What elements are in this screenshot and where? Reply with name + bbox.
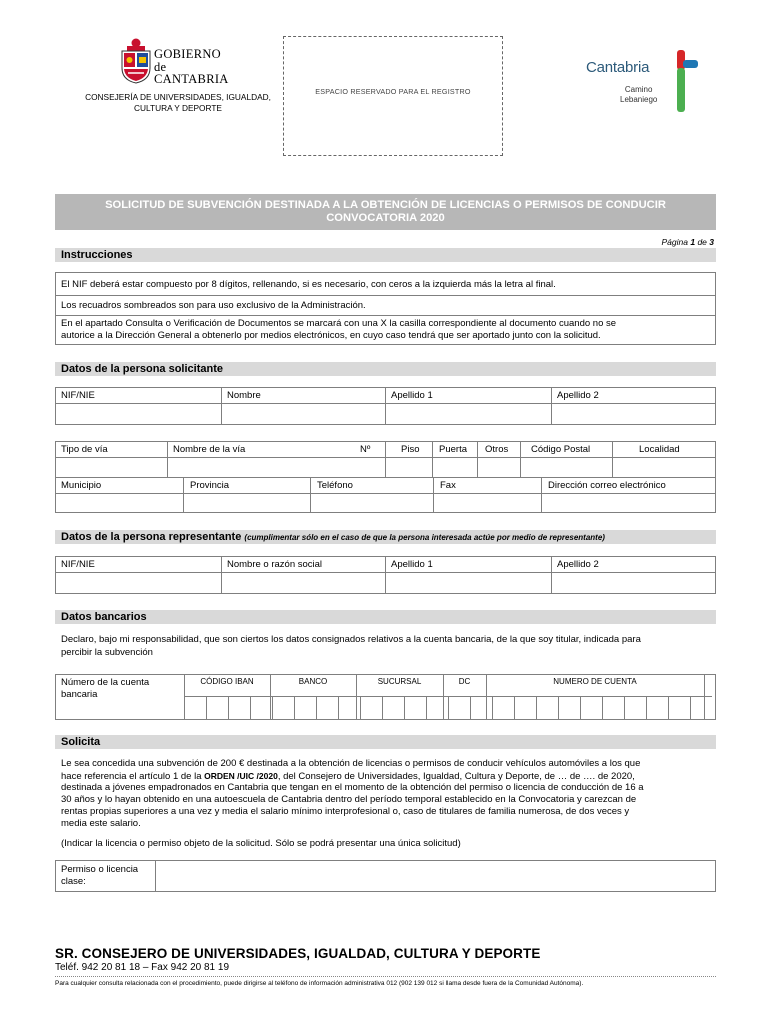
telefono-label: Teléfono [317, 480, 353, 491]
divider [55, 477, 716, 478]
piso-label: Piso [401, 444, 420, 455]
instruccion-1: El NIF deberá estar compuesto por 8 dígitos, rellenando, si es necesario, con ceros a la izquierda más la letra al final. [61, 279, 556, 290]
title-line-1: SOLICITUD DE SUBVENCIÓN DESTINADA A LA OBTENCIÓN DE LICENCIAS O PERMISOS DE CONDUCIR [105, 199, 666, 211]
dc-label: DC [458, 677, 471, 686]
solicitante-heading: Datos de la persona solicitante [61, 363, 223, 375]
page-total: 3 [709, 237, 714, 247]
digit-cell-divider [492, 696, 493, 720]
instrucciones-heading: Instrucciones [61, 249, 133, 261]
orden-ref: ORDEN /UIC /2020 [204, 771, 278, 781]
digit-cell-divider [426, 696, 427, 720]
page-mid: de [695, 237, 710, 247]
puerta-input[interactable] [433, 458, 476, 476]
section-instrucciones [55, 248, 716, 262]
permiso-label-2: clase: [61, 876, 86, 887]
apellido2-input[interactable] [552, 404, 715, 424]
digit-cell-divider [470, 696, 471, 720]
piso-input[interactable] [386, 458, 431, 476]
tipo-via-label: Tipo de vía [61, 444, 108, 455]
rep-apellido2-label: Apellido 2 [557, 559, 599, 570]
otros-input[interactable] [478, 458, 519, 476]
cp-label: Código Postal [531, 444, 591, 455]
digit-cell-divider [580, 696, 581, 720]
nombre-label: Nombre [227, 390, 261, 401]
gov-line-3: CANTABRIA [154, 72, 229, 86]
digit-cell-divider [536, 696, 537, 720]
footer-title: SR. CONSEJERO DE UNIVERSIDADES, IGUALDAD, CULTURA Y DEPORTE [55, 946, 541, 961]
apellido1-label: Apellido 1 [391, 390, 433, 401]
numero-cuenta-label-1: Número de la cuenta [61, 677, 150, 688]
municipio-input[interactable] [56, 494, 182, 512]
gobierno-cantabria-logo [78, 36, 278, 116]
solicita-p6: media este salario. [61, 818, 141, 829]
gobierno-text [154, 48, 229, 86]
numero-label: Nº [360, 444, 371, 455]
rep-apellido1-input[interactable] [386, 573, 550, 593]
registry-box [283, 36, 503, 156]
digit-cell-divider [360, 696, 361, 720]
digit-cell-divider [514, 696, 515, 720]
section-solicitante [55, 362, 716, 376]
municipio-label: Municipio [61, 480, 102, 491]
digit-cell-divider [602, 696, 603, 720]
cuenta-label: NUMERO DE CUENTA [553, 677, 637, 686]
apellido1-input[interactable] [386, 404, 550, 424]
digit-cell-divider [272, 696, 273, 720]
gov-line-1: GOBIERNO [154, 47, 221, 61]
digit-cell-divider [624, 696, 625, 720]
rep-nombre-input[interactable] [222, 573, 384, 593]
registry-label: ESPACIO RESERVADO PARA EL REGISTRO [315, 87, 471, 96]
brand-subtitle [620, 85, 657, 104]
tipo-via-input[interactable] [56, 458, 166, 476]
iban-label: CÓDIGO IBAN [200, 677, 254, 686]
digit-cell-divider [250, 696, 251, 720]
footer-divider [55, 976, 716, 977]
representante-note: (cumplimentar sólo en el caso de que la persona interesada actúe por medio de representante) [244, 533, 605, 542]
brand-word: Cantabria [586, 59, 650, 76]
numero-cuenta-label-2: bancaria [61, 689, 98, 700]
declaro-line-1: Declaro, bajo mi responsabilidad, que son ciertos los datos consignados relativos a la cuenta bancaria, de la que soy titular, indicada para [61, 634, 641, 645]
digit-cell-divider [294, 696, 295, 720]
cantabria-camino-lebaniego-logo [584, 50, 700, 112]
digit-cell-divider [228, 696, 229, 720]
representante-heading: Datos de la persona representante [61, 531, 242, 543]
iban-digit-cells[interactable] [184, 696, 712, 720]
section-bancarios [55, 610, 716, 624]
gov-line-2: de [154, 59, 167, 74]
digit-cell-divider [690, 696, 691, 720]
brand-sub-2: Lebaniego [620, 94, 658, 104]
solicita-heading: Solicita [61, 736, 101, 748]
instruccion-3b: autorice a la Dirección General a obtenerlo por medios electrónicos, en cuyo caso tendrá que ser aportado junto con la solicitud. [61, 330, 601, 341]
nif-input[interactable] [56, 404, 220, 424]
rep-apellido2-input[interactable] [552, 573, 715, 593]
provincia-label: Provincia [190, 480, 230, 491]
rep-nif-label: NIF/NIE [61, 559, 95, 570]
solicita-p2c: , del Consejero de Universidades, Igualdad, Cultura y Deporte, de … de …. de 2020, [277, 771, 635, 782]
page-pre: Página [661, 237, 691, 247]
permiso-label-1: Permiso o licencia [61, 864, 139, 875]
footer-note: Para cualquier consulta relacionada con el procedimiento, puede dirigirse al teléfono de información administrativa 012 (902 139 012 si llama desde fuera de la Comunidad Autónoma). [55, 980, 584, 987]
localidad-input[interactable] [613, 458, 715, 476]
consejeria-line-1: CONSEJERÍA DE UNIVERSIDADES, IGUALDAD, [85, 92, 271, 102]
fax-label: Fax [440, 480, 456, 491]
digit-cell-divider [206, 696, 207, 720]
banco-label: BANCO [298, 677, 328, 686]
apellido2-label: Apellido 2 [557, 390, 599, 401]
otros-label: Otros [485, 444, 509, 455]
coat-of-arms-icon [120, 38, 152, 84]
footer-telephone: Teléf. 942 20 81 18 – Fax 942 20 81 19 [55, 962, 230, 973]
email-input[interactable] [542, 494, 715, 512]
section-solicita [55, 735, 716, 749]
fax-input[interactable] [434, 494, 540, 512]
digit-cell-divider [382, 696, 383, 720]
consejeria-label [78, 92, 278, 114]
digit-cell-divider [448, 696, 449, 720]
rep-nif-input[interactable] [56, 573, 220, 593]
cp-input[interactable] [521, 458, 611, 476]
rep-nombre-label: Nombre o razón social [227, 559, 323, 570]
solicita-indicar: (Indicar la licencia o permiso objeto de la solicitud. Sólo se podrá presentar una única solicitud) [61, 838, 461, 849]
email-label: Dirección correo electrónico [548, 480, 666, 491]
digit-cell-divider [316, 696, 317, 720]
form-title [55, 194, 716, 230]
page-number [560, 237, 714, 247]
permiso-input[interactable] [156, 861, 715, 891]
declaro-line-2: percibir la subvención [61, 647, 153, 658]
solicita-p4: 30 años y lo hayan obtenido en una autoescuela de Cantabria dentro del período temporal establecido en la Convocatoria y carezcan de [61, 794, 637, 805]
section-representante [55, 530, 716, 544]
consejeria-line-2: CULTURA Y DEPORTE [134, 103, 222, 113]
iban-grid [184, 674, 712, 720]
telefono-input[interactable] [311, 494, 432, 512]
localidad-label: Localidad [639, 444, 680, 455]
digit-cell-divider [338, 696, 339, 720]
solicita-p2a: hace referencia el artículo 1 de la [61, 771, 205, 782]
provincia-input[interactable] [184, 494, 309, 512]
puerta-label: Puerta [439, 444, 467, 455]
nombre-via-label: Nombre de la vía [173, 444, 246, 455]
nombre-via-input[interactable] [168, 458, 384, 476]
divider [55, 295, 716, 296]
divider [55, 315, 716, 316]
digit-cell-divider [646, 696, 647, 720]
cross-icon [668, 50, 698, 112]
digit-cell-divider [558, 696, 559, 720]
instruccion-2: Los recuadros sombreados son para uso exclusivo de la Administración. [61, 300, 366, 311]
brand-sub-1: Camino [624, 85, 653, 94]
nif-label: NIF/NIE [61, 390, 95, 401]
solicita-p3: destinada a jóvenes empadronados en Cantabria que tengan en el momento de la obtención del permiso o licencia de conducción de 16 a [61, 782, 644, 793]
digit-cell-divider [668, 696, 669, 720]
rep-apellido1-label: Apellido 1 [391, 559, 433, 570]
nombre-input[interactable] [222, 404, 384, 424]
solicita-p1: Le sea concedida una subvención de 200 € destinada a la obtención de licencias o permisos de conducir vehículos automóviles a los que [61, 758, 641, 769]
title-line-2: CONVOCATORIA 2020 [326, 212, 445, 224]
solicita-p5: rentas propias superiores a una vez y media el salario mínimo interprofesional o, caso de titulares de familia numerosa, de dos veces y [61, 806, 630, 817]
bancarios-heading: Datos bancarios [61, 611, 147, 623]
sucursal-label: SUCURSAL [377, 677, 422, 686]
instruccion-3a: En el apartado Consulta o Verificación de Documentos se marcará con una X la casilla correspondiente al documento cuando no se [61, 318, 617, 329]
page-current: 1 [690, 237, 696, 247]
digit-cell-divider [404, 696, 405, 720]
